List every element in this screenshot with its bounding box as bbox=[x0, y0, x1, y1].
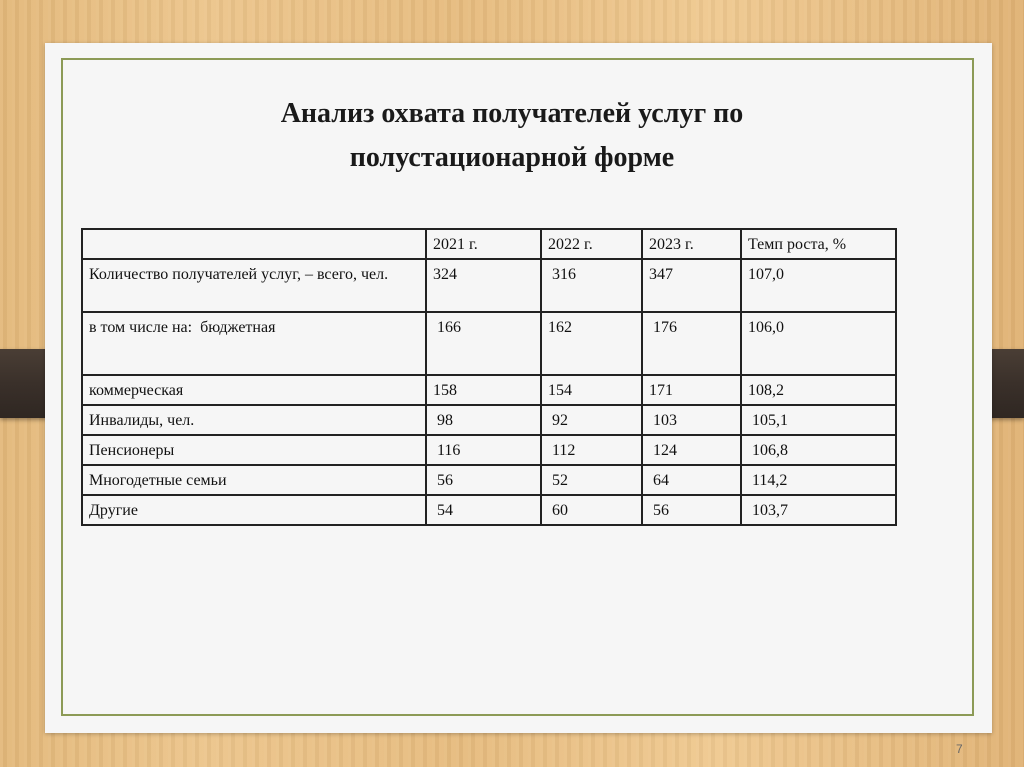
cell-growth: 106,8 bbox=[741, 435, 896, 465]
cell-growth: 105,1 bbox=[741, 405, 896, 435]
table-row bbox=[82, 435, 896, 465]
row-label: Другие bbox=[82, 495, 426, 525]
page-number: 7 bbox=[956, 742, 963, 756]
cell-2021: 54 bbox=[426, 495, 541, 525]
slide-title-line-2: полустационарной форме bbox=[349, 142, 675, 173]
cell-growth: 106,0 bbox=[741, 312, 896, 375]
cell-2023: 171 bbox=[642, 375, 741, 405]
table-header-cell: 2023 г. bbox=[642, 229, 741, 259]
cell-growth: 114,2 bbox=[741, 465, 896, 495]
row-label: Инвалиды, чел. bbox=[82, 405, 426, 435]
cell-2023: 103 bbox=[642, 405, 741, 435]
row-label: в том числе на: бюджетная bbox=[82, 312, 426, 375]
cell-2022: 92 bbox=[541, 405, 642, 435]
cell-2021: 56 bbox=[426, 465, 541, 495]
cell-2022: 316 bbox=[541, 259, 642, 312]
table-row bbox=[82, 465, 896, 495]
table-row bbox=[82, 312, 896, 375]
cell-growth: 108,2 bbox=[741, 375, 896, 405]
table-header-cell: 2022 г. bbox=[541, 229, 642, 259]
cell-2022: 154 bbox=[541, 375, 642, 405]
cell-2023: 64 bbox=[642, 465, 741, 495]
cell-2021: 324 bbox=[426, 259, 541, 312]
cell-2021: 158 bbox=[426, 375, 541, 405]
cell-growth: 103,7 bbox=[741, 495, 896, 525]
table-row bbox=[82, 495, 896, 525]
cell-2023: 56 bbox=[642, 495, 741, 525]
table-header-cell: 2021 г. bbox=[426, 229, 541, 259]
table-row bbox=[82, 259, 896, 312]
row-label: коммерческая bbox=[82, 375, 426, 405]
row-label: Количество получателей услуг, – всего, чел. bbox=[82, 259, 426, 312]
table-row bbox=[82, 405, 896, 435]
cell-growth: 107,0 bbox=[741, 259, 896, 312]
cell-2022: 112 bbox=[541, 435, 642, 465]
slide-title-line-1: Анализ охвата получателей услуг по bbox=[280, 98, 744, 129]
recipients-table bbox=[81, 228, 897, 526]
cell-2023: 124 bbox=[642, 435, 741, 465]
cell-2023: 347 bbox=[642, 259, 741, 312]
row-label: Пенсионеры bbox=[82, 435, 426, 465]
cell-2023: 176 bbox=[642, 312, 741, 375]
cell-2022: 162 bbox=[541, 312, 642, 375]
cell-2021: 116 bbox=[426, 435, 541, 465]
table-header-cell bbox=[82, 229, 426, 259]
cell-2021: 98 bbox=[426, 405, 541, 435]
slide-title bbox=[0, 92, 1024, 180]
cell-2022: 60 bbox=[541, 495, 642, 525]
cell-2022: 52 bbox=[541, 465, 642, 495]
cell-2021: 166 bbox=[426, 312, 541, 375]
table-header-row bbox=[82, 229, 896, 259]
table-header-cell: Темп роста, % bbox=[741, 229, 896, 259]
table-row bbox=[82, 375, 896, 405]
row-label: Многодетные семьи bbox=[82, 465, 426, 495]
